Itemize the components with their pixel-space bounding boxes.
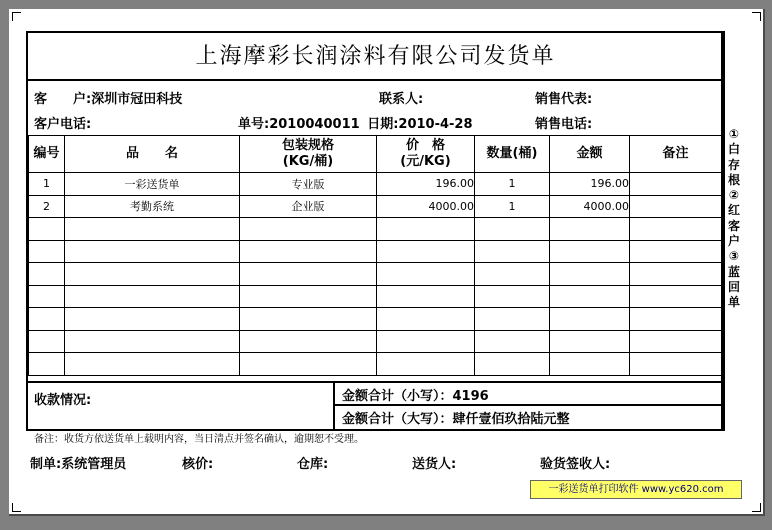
items-table	[28, 135, 722, 376]
contact-label: 联系人:	[379, 92, 424, 107]
empty-table-row	[29, 218, 722, 241]
order-number: 2010040011	[269, 117, 360, 132]
col-product-name-cell: 一彩送货单	[65, 173, 240, 196]
col-unit-price-cell: 4000.00	[377, 195, 475, 218]
customer-value: 深圳市冠田科技	[91, 92, 183, 107]
footer-check: 核价:	[182, 457, 214, 472]
col-product-name-cell: 考勤系统	[65, 195, 240, 218]
crop-mark-bottom-left	[12, 503, 21, 512]
remark-note: 备注：收货方依送货单上载明内容，当日清点并签名确认，逾期恕不受理。	[34, 434, 364, 445]
table-header-row	[29, 136, 722, 173]
customer-label: 客 户:深圳市冠田科技	[34, 92, 183, 107]
col-packing-spec-header: 包装规格 (KG/桶)	[240, 136, 377, 173]
empty-table-row	[29, 285, 722, 308]
totals-section	[28, 381, 721, 429]
col-unit-price-cell: 196.00	[377, 173, 475, 196]
col-number-cell: 2	[29, 195, 65, 218]
col-remark-cell	[630, 173, 722, 196]
order-date: 2010-4-28	[398, 117, 473, 132]
col-product-name-header: 品 名	[65, 136, 240, 173]
col-remark-header: 备注	[630, 136, 722, 173]
table-row	[29, 173, 722, 196]
sales-rep-label: 销售代表:	[535, 92, 593, 107]
col-amount-cell: 196.00	[550, 173, 630, 196]
col-quantity-header: 数量(桶)	[475, 136, 550, 173]
empty-table-row	[29, 353, 722, 376]
col-packing-spec-cell: 企业版	[240, 195, 377, 218]
title-divider	[28, 79, 721, 81]
total-small-value: 4196	[452, 389, 489, 404]
empty-table-row	[29, 330, 722, 353]
payment-label: 收款情况:	[34, 393, 92, 408]
empty-table-row	[29, 240, 722, 263]
col-remark-cell	[630, 195, 722, 218]
empty-table-row	[29, 308, 722, 331]
col-amount-header: 金额	[550, 136, 630, 173]
order-info: 单号:2010040011 日期:2010-4-28	[238, 117, 473, 132]
col-number-header: 编号	[29, 136, 65, 173]
footer-warehouse: 仓库:	[297, 457, 329, 472]
col-amount-cell: 4000.00	[550, 195, 630, 218]
document-title: 上海摩彩长润涂料有限公司发货单	[195, 44, 556, 69]
footer-receiver: 验货签收人:	[540, 457, 611, 472]
col-quantity-cell: 1	[475, 173, 550, 196]
sales-phone-label: 销售电话:	[535, 117, 593, 132]
maker-name: 系统管理员	[61, 457, 127, 472]
software-ad-link[interactable]: 一彩送货单打印软件 www.yc620.com	[530, 480, 742, 499]
col-packing-spec-cell: 专业版	[240, 173, 377, 196]
crop-mark-top-left	[12, 12, 21, 21]
delivery-note-form	[26, 31, 740, 431]
total-big-value: 肆仟壹佰玖拾陆元整	[452, 412, 570, 427]
empty-table-row	[29, 263, 722, 286]
customer-phone-label: 客户电话:	[34, 117, 92, 132]
col-unit-price-header: 价 格 (元/KG)	[377, 136, 475, 173]
crop-mark-bottom-right	[752, 503, 761, 512]
table-row	[29, 195, 722, 218]
footer-deliverer: 送货人:	[412, 457, 457, 472]
crop-mark-top-right	[752, 12, 761, 21]
col-number-cell: 1	[29, 173, 65, 196]
total-big-row: 金额合计（大写）：肆仟壹佰玖拾陆元整	[342, 412, 570, 427]
footer-maker: 制单:系统管理员	[30, 457, 127, 472]
total-small-row: 金额合计（小写）：4196	[342, 389, 489, 404]
copy-distribution-text: ① 白 存 根 ② 红 客 户 ③ 蓝 回 单	[727, 127, 740, 310]
col-quantity-cell: 1	[475, 195, 550, 218]
